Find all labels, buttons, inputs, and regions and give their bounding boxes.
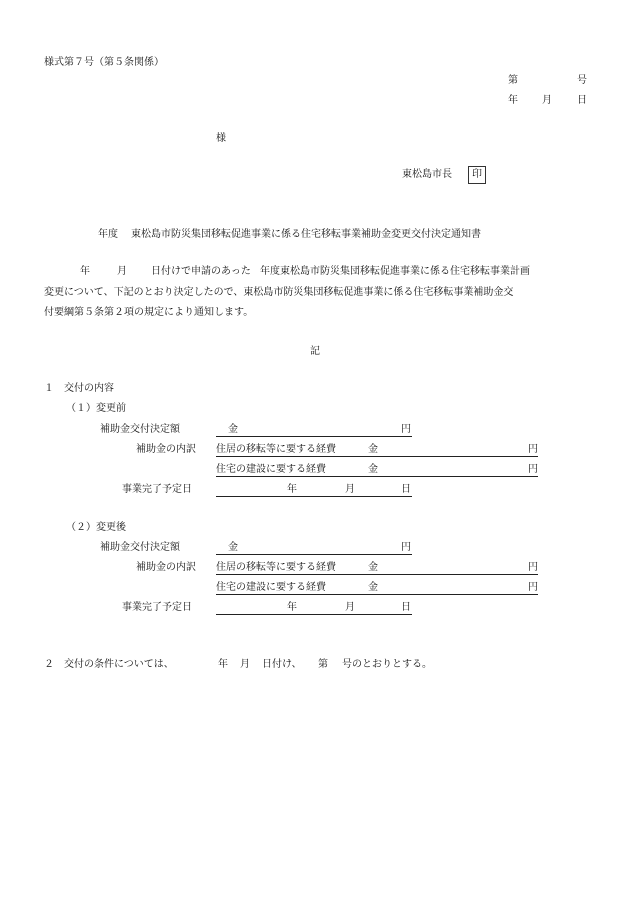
block2-item1-yen: 円	[528, 562, 538, 573]
block1-item1-kin: 金	[368, 444, 378, 455]
doc-date-year: 年	[508, 95, 518, 106]
doc-number-go: 号	[577, 75, 587, 86]
block2-kin: 金	[228, 542, 238, 553]
title-prefix: 年度	[98, 229, 118, 240]
block2-item1-kin: 金	[368, 562, 378, 573]
form-label: 様式第７号（第５条関係）	[44, 57, 164, 68]
block1-label: （１）変更前	[66, 403, 126, 414]
doc-date-day: 日	[577, 95, 587, 106]
section2-dated: 日付け、	[262, 659, 302, 670]
block1-kin: 金	[228, 424, 238, 435]
block1-completion-year: 年	[287, 484, 297, 495]
block1-breakdown-label: 補助金の内訳	[136, 444, 196, 455]
block2-completion-month: 月	[345, 602, 355, 613]
block1-item2-kin: 金	[368, 464, 378, 475]
block2-amount-label: 補助金交付決定額	[100, 542, 180, 553]
block1-amount-label: 補助金交付決定額	[100, 424, 180, 435]
block2-item2: 住宅の建設に要する経費	[216, 582, 326, 593]
section2-prefix: ２ 交付の条件については、	[44, 659, 174, 670]
block1-completion-month: 月	[345, 484, 355, 495]
ki-heading: 記	[310, 346, 320, 357]
block1-item1: 住居の移転等に要する経費	[216, 444, 336, 455]
issuer-name: 東松島市長	[402, 169, 452, 180]
block2-completion-year: 年	[287, 602, 297, 613]
block2-item2-kin: 金	[368, 582, 378, 593]
body-line1-applied: 日付けで申請のあった	[151, 266, 251, 277]
section2-dai: 第	[318, 659, 328, 670]
body-line2: 変更について、下記のとおり決定したので、東松島市防災集団移転促進事業に係る住宅移転事業補助金交	[44, 287, 514, 298]
block2-item1: 住居の移転等に要する経費	[216, 562, 336, 573]
block1-item1-yen: 円	[528, 444, 538, 455]
block1-item2-yen: 円	[528, 464, 538, 475]
block2-completion-day: 日	[401, 602, 411, 613]
block1-completion-underline	[216, 496, 412, 497]
section2-month: 月	[240, 659, 250, 670]
block2-breakdown-label: 補助金の内訳	[136, 562, 196, 573]
addressee-suffix: 様	[216, 133, 226, 144]
block1-item1-underline	[216, 456, 538, 457]
block2-item2-yen: 円	[528, 582, 538, 593]
block1-yen: 円	[401, 424, 411, 435]
doc-date-month: 月	[542, 95, 552, 106]
block2-label: （２）変更後	[66, 522, 126, 533]
block2-completion-underline	[216, 614, 412, 615]
block2-item1-underline	[216, 574, 538, 575]
body-line1-rest: 年度東松島市防災集団移転促進事業に係る住宅移転事業計画	[260, 266, 530, 277]
block2-yen: 円	[401, 542, 411, 553]
body-line3: 付要綱第５条第２項の規定により通知します。	[44, 307, 254, 318]
seal-stamp: 印	[468, 166, 486, 184]
block2-item2-underline	[216, 594, 538, 595]
section1-heading: １ 交付の内容	[44, 383, 114, 394]
block2-completion-label: 事業完了予定日	[122, 602, 192, 613]
body-line1-month: 月	[117, 266, 127, 277]
body-line1-year: 年	[80, 266, 90, 277]
document-title: 東松島市防災集団移転促進事業に係る住宅移転事業補助金変更交付決定通知書	[131, 229, 481, 240]
section2-year: 年	[218, 659, 228, 670]
block2-amount-underline	[216, 554, 412, 555]
doc-number-dai: 第	[508, 75, 518, 86]
block1-item2: 住宅の建設に要する経費	[216, 464, 326, 475]
block1-amount-underline	[216, 436, 412, 437]
block1-completion-day: 日	[401, 484, 411, 495]
block1-completion-label: 事業完了予定日	[122, 484, 192, 495]
section2-suffix: 号のとおりとする。	[342, 659, 432, 670]
block1-item2-underline	[216, 476, 538, 477]
